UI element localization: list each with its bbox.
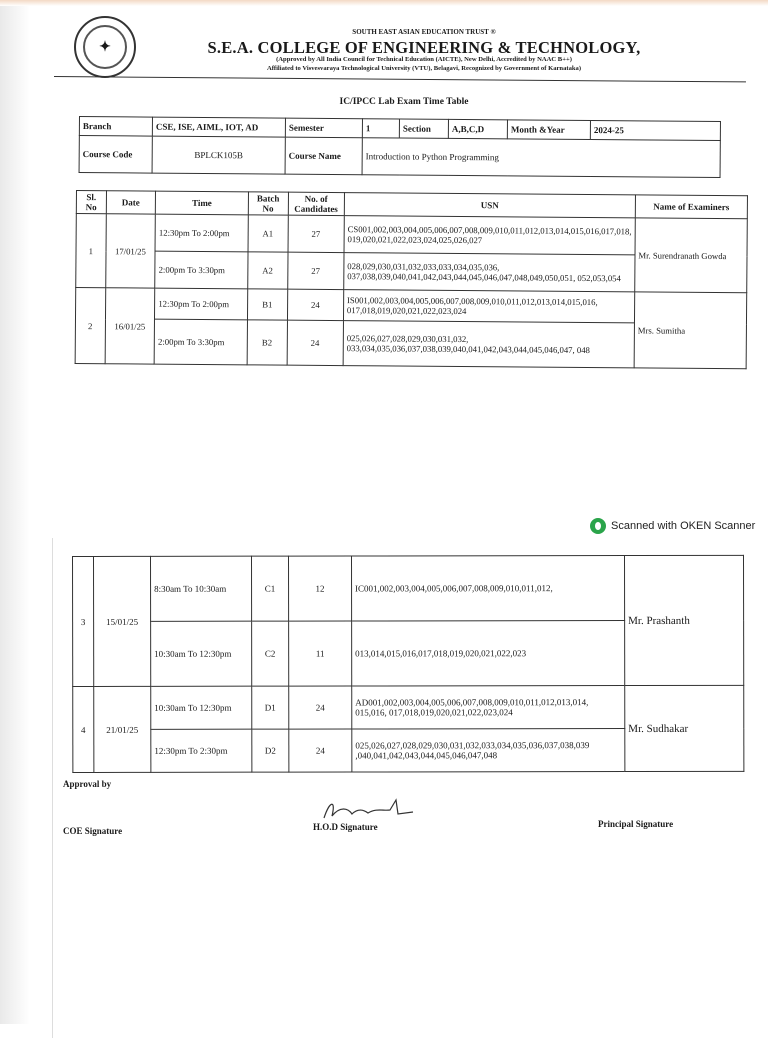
coe-signature-label: COE Signature (63, 826, 123, 836)
col-batch: Batch No (248, 192, 288, 215)
time-cell: 10:30am To 12:30pm (151, 621, 252, 686)
page-title: IC/IPCC Lab Exam Time Table (339, 97, 469, 107)
section-label: Section (399, 119, 448, 138)
timetable-table-continued (72, 555, 744, 773)
sl-cell: 1 (76, 214, 106, 288)
sl-cell: 4 (73, 686, 94, 772)
time-cell: 2:00pm To 3:30pm (155, 251, 248, 289)
branch-label: Branch (79, 117, 152, 137)
date-cell: 17/01/25 (105, 214, 155, 288)
time-cell: 12:30pm To 2:30pm (151, 729, 252, 772)
col-examiners: Name of Examiners (635, 195, 747, 219)
scanner-watermark (590, 518, 755, 534)
approval-label: Approval by (63, 779, 112, 789)
count-cell: 24 (289, 686, 352, 729)
usn-cell: IS001,002,003,004,005,006,007,008,009,010,011,012,013,014,015,016, 017,018,019,020,021,022,023,024 (343, 290, 634, 323)
count-cell: 27 (287, 252, 344, 289)
col-sl: Sl. No (76, 191, 106, 214)
approval-line: (Approved by All India Council for Technical Education (AICTE), New Delhi, Accredited by NAAC B++) (276, 56, 572, 63)
count-cell: 27 (288, 215, 345, 252)
course-code-value: BPLCK105B (152, 136, 285, 174)
count-cell: 24 (287, 289, 344, 320)
logo-emblem-icon: ✦ (83, 25, 127, 69)
examiner-cell: Mr. Prashanth (625, 555, 744, 685)
col-usn: USN (344, 193, 635, 218)
trust-name: SOUTH EAST ASIAN EDUCATION TRUST ® (352, 28, 496, 36)
sl-cell: 3 (73, 556, 94, 686)
table-row (73, 555, 744, 621)
usn-cell: AD001,002,003,004,005,006,007,008,009,010,011,012,013,014, 015,016, 017,018,019,020,021,022,023,024 (352, 686, 625, 729)
batch-cell: B2 (247, 320, 287, 365)
sl-cell: 2 (75, 288, 105, 364)
header-divider (54, 76, 746, 82)
count-cell: 11 (289, 621, 352, 686)
table-row (76, 214, 747, 256)
scan-shadow (0, 0, 30, 1024)
timetable-table (75, 190, 748, 369)
date-cell: 15/01/25 (94, 556, 151, 686)
col-candidates: No. of Candidates (288, 192, 344, 215)
principal-signature-label: Principal Signature (598, 819, 674, 829)
month-value: 2024-25 (590, 121, 720, 141)
batch-cell: C1 (252, 556, 289, 621)
scanner-logo-icon (590, 518, 606, 534)
batch-cell: A1 (248, 215, 288, 252)
semester-label: Semester (285, 118, 362, 138)
time-cell: 2:00pm To 3:30pm (154, 319, 247, 365)
batch-cell: B1 (247, 289, 287, 320)
batch-cell: D1 (252, 686, 289, 729)
batch-cell: A2 (248, 252, 288, 289)
examiner-cell: Mr. Surendranath Gowda (635, 218, 748, 293)
date-cell: 21/01/25 (94, 686, 151, 772)
usn-cell: 025,026,027,028,029,030,031,032,033,034,035,036,037,038,039 ,040,041,042,043,044,045,046,047,048 (352, 729, 625, 772)
course-name-label: Course Name (285, 137, 362, 175)
course-info-table (79, 116, 721, 178)
batch-cell: D2 (252, 729, 289, 772)
course-code-label: Course Code (79, 136, 152, 174)
month-label: Month &Year (507, 120, 590, 140)
count-cell: 12 (289, 556, 352, 621)
usn-cell: IC001,002,003,004,005,006,007,008,009,010,011,012, (352, 556, 625, 621)
time-cell: 12:30pm To 2:00pm (155, 288, 248, 320)
date-cell: 16/01/25 (105, 288, 155, 364)
usn-cell: 013,014,015,016,017,018,019,020,021,022,023 (352, 621, 625, 686)
branch-value: CSE, ISE, AIML, IOT, AD (152, 117, 285, 137)
time-cell: 12:30pm To 2:00pm (155, 214, 248, 252)
batch-cell: C2 (252, 621, 289, 686)
count-cell: 24 (287, 320, 344, 365)
col-time: Time (156, 191, 249, 215)
scan-edge (0, 0, 768, 6)
affiliation-line: Affiliated to Visvesvaraya Technological University (VTU), Belagavi, Recognized by Government of Karnataka) (266, 65, 582, 72)
usn-cell: CS001,002,003,004,005,006,007,008,009,010,011,012,013,014,015,016,017,018, 019,020,021,022,023,024,025,026,027 (344, 216, 635, 255)
time-cell: 10:30am To 12:30pm (151, 686, 252, 729)
time-cell: 8:30am To 10:30am (151, 556, 252, 621)
scanner-text: Scanned with OKEN Scanner (611, 520, 756, 532)
semester-value: 1 (362, 119, 399, 138)
examiner-cell: Mr. Sudhakar (625, 685, 744, 771)
college-name: S.E.A. COLLEGE OF ENGINEERING & TECHNOLOGY, (207, 38, 641, 57)
hod-signature-label: H.O.D Signature (313, 822, 378, 832)
examiner-cell: Mrs. Sumitha (634, 292, 747, 369)
course-name-value: Introduction to Python Programming (362, 138, 720, 178)
count-cell: 24 (289, 729, 352, 772)
usn-cell: 025,026,027,028,029,030,031,032, 033,034,035,036,037,038,039,040,041,042,043,044,045,046,047, 048 (343, 321, 634, 368)
col-date: Date (106, 191, 156, 214)
usn-cell: 028,029,030,031,032,033,033,034,035,036, 037,038,039,040,041,042,043,044,045,046,047,048,049,050,051, 052,053,054 (344, 253, 635, 292)
section-value: A,B,C,D (448, 119, 507, 138)
table-row (73, 685, 744, 729)
